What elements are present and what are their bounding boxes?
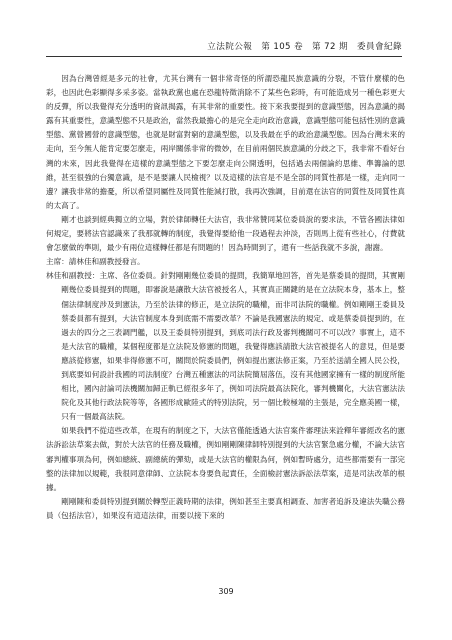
body-text — [46, 72, 405, 523]
paragraph: 因為台灣曾經是多元的社會，尤其台灣有一個非常奇怪的所謂恐龍民族意識的分裂，不管什麼樣的色彩，也因此色彩顯得多采多姿。當執政黨也處在恐龍特徵消除不了某些色彩時，有可能造成另一種色彩更大的反彈，所以我覺得充分透明的資訊揭露，有其非常的重要性。接下來我要提到的意識型態，因為意識的揭露有其重要性，意識型態不只是政治，當然我最擔心的是完全走向政治意識，意識型態可能包括性別的意識型態、黨營國營的意識型態，也就是財富對窮的意識型態，以及我最在乎的政治意識型態。因為台灣未來的走向，至今無人能肯定要怎麼走，兩岸關係非常的微妙，在目前兩個民族意識的分歧之下，我非常不看好台灣的未來，因此我覺得在這樣的意識型態之下要怎麼走向公開透明，包括過去兩個論約思維、準籌論的思維，甚至很強的台獨意識，是不是要讓人民檢視？以及這樣的法官是不是全部的同質性都是一樣，走向同一邊？讓我非常的擔憂，所以希望同屬性及同質性能減打散，我再次強調，目前還在法官的同質性及同質性真的太高了。 — [46, 74, 405, 210]
paragraph: 如果我們不從這些改革，在現有的制度之下，大法官僅能透過大法官案件審理法來詮釋年審經改名的憲法訴訟法草案去做，對於大法官的任務及職權，例如剛剛陳律師特別提到的大法官緊急處分權，不論大法官審判權事項為何，例如總統、副總統的彈劾，或是大法官的權限為何，例如暫時處分，這些都需要有一部完整的法律加以規範，我很同意律師、立法院本身要負起責任，全面檢討憲法訴訟法草案，這是司法改革的根據。 — [46, 426, 405, 492]
page-number: 309 — [218, 587, 234, 596]
speaker-paragraph: 林佳和副教授：主席、各位委員。針對剛剛幾位委員的提問，我簡單地回答，首先是蔡委員的提問，其實剛剛幾位委員提到的問題，即審說是讓散大法官被授名人，其實真正關鍵的是在立法院本身，基本上，整個法律制度涉及到憲法，乃至於法律的修正，是立法院的職權，而非司法院的職權。例如剛剛王委員及蔡委員都有提到，大法官制度本身到底需不需要改革？不論是我國憲法的規定、或是蔡委員提到的，在過去的四分之三表調門艦，以及王委員特別提到，到底司法行政及審判機關可不可以改？事實上，這不是大法官的職權，某個程度都是立法院及修憲的問題，我覺得應該請散大法官被提名人的意見，但是要應該從修憲，如果非得修憲不可，關問於院委員們，例如提出憲法修正案，乃至於送請全國人民公投，到底要如何設計我國的司法制度？台灣五種憲法的司法院簡屆落伍，沒有其他國家擁有一樣的制度所能相比，國內討論司法機關加歸正軌已經很多年了，例如司法院最高法院化，審判機關化，大法官憲法法院化及其他行政法院等等，各國形成歐陸式的特別法院，另一個比較極端的主張是，完全應美國一樣，只有一個最高法院。 — [46, 271, 405, 422]
speaker-line: 主席：請林佳和副教授發言。 — [46, 257, 145, 267]
paragraph: 剛才也談到經典獨立的立場，對於律師轉任大法官，我非常贊同某位委員說的要求法，不管各國法律如何規定，要將法官認識來了我那就轉的制度，我覺得要給他一段過程去沖淡，否則馬上從有些社心，付費就會怎麼做的準則，最少有兩位這樣轉任都是有問題的！因為時間到了，還有一些話我就不多說，謝謝。 — [46, 214, 405, 253]
header-text: 立法院公報 第 105 卷 第 72 期 委員會紀錄 — [207, 42, 402, 52]
running-header — [46, 40, 402, 57]
paragraph: 剛剛陳和委員特別提到關於轉型正義時期的法律，例如甚至主要真相調查、加害者追訴及違法失職公務員（包括法官），如果沒有這這法律，而要以接下來的 — [46, 496, 405, 520]
